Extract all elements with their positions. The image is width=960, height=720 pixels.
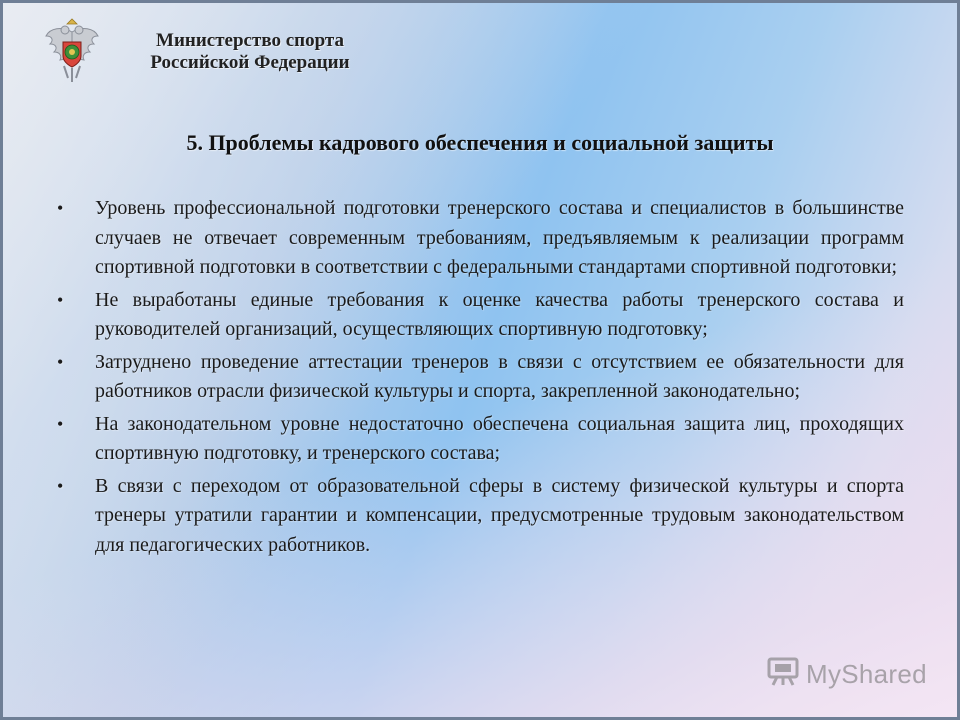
bullet-glyph: •: [57, 413, 64, 434]
bullet-item: [56, 286, 904, 345]
slide-title: 5. Проблемы кадрового обеспечения и социальной защиты: [186, 130, 774, 155]
bullet-item: [56, 194, 904, 283]
bullet-glyph: •: [57, 351, 64, 372]
watermark: [766, 656, 927, 692]
bullet-glyph: •: [57, 475, 64, 496]
ministry-line-1: Министерство спорта: [156, 30, 344, 51]
bullet-item: [56, 472, 904, 561]
bullet-text: Затруднено проведение аттестации тренеров в связи с отсутствием ее обязательности для работников отрасли физической культуры и спорта, закрепленной законодательно;: [95, 350, 904, 402]
bullet-item: [56, 348, 904, 407]
coat-of-arms-icon: [44, 18, 100, 84]
bullet-glyph: •: [57, 289, 64, 310]
bullet-item: [56, 410, 904, 469]
bullet-text: На законодательном уровне недостаточно обеспечена социальная защита лиц, проходящих спортивную подготовку, и тренерского состава;: [95, 412, 904, 464]
watermark-text: MyShared: [806, 658, 927, 689]
ministry-name: [118, 30, 382, 74]
ministry-line-2: Российской Федерации: [150, 52, 350, 73]
bullet-glyph: •: [57, 198, 64, 218]
projector-screen-icon: [766, 657, 800, 692]
bullet-text: В связи с переходом от образовательной сферы в систему физической культуры и спорта тренеры утратили гарантии и компенсации, предусмотренные трудовым законодательством для педагогических работников.: [95, 474, 904, 556]
bullet-text: Не выработаны единые требования к оценке качества работы тренерского состава и руководителей организаций, осуществляющих спортивную подготовку;: [95, 288, 904, 340]
bullet-list: [56, 194, 904, 563]
bullet-text: Уровень профессиональной подготовки тренерского состава и специалистов в большинстве случаев не отвечает современным требованиям, предъявляемым к реализации программ спортивной подготовки в соответствии с федеральными стандартами спортивной подготовки;: [95, 197, 904, 278]
